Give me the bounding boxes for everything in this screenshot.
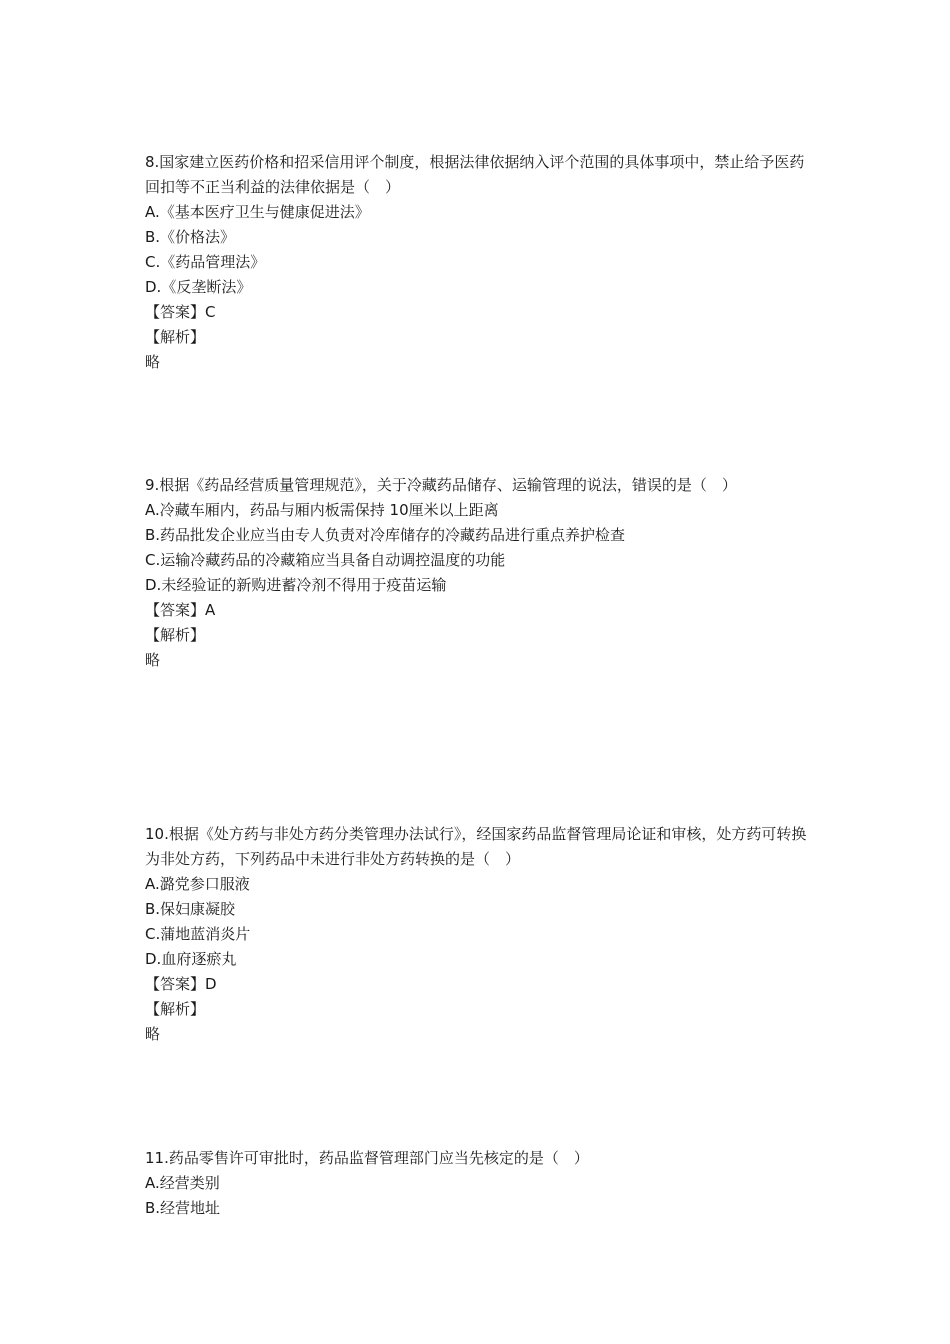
option-c: C.蒲地蓝消炎片	[145, 925, 251, 943]
question-stem-text: 9.根据《药品经营质量管理规范》，关于冷藏药品储存、运输管理的说法，错误的是（ ）	[145, 476, 737, 494]
option-a: A.经营类别	[145, 1174, 220, 1192]
question-8	[145, 150, 810, 375]
question-11	[145, 1146, 810, 1221]
analysis-text: 略	[145, 651, 161, 669]
analysis-text: 略	[145, 1025, 161, 1043]
option-d: D.血府逐瘀丸	[145, 950, 237, 968]
question-stem-text: 11.药品零售许可审批时，药品监督管理部门应当先核定的是（ ）	[145, 1149, 589, 1167]
option-b: B.《价格法》	[145, 228, 236, 246]
option-a: A.冷藏车厢内，药品与厢内板需保持 10厘米以上距离	[145, 501, 499, 519]
analysis-label: 【解析】	[145, 328, 206, 346]
option-b: B.药品批发企业应当由专人负责对冷库储存的冷藏药品进行重点养护检查	[145, 526, 626, 544]
answer: 【答案】D	[145, 975, 217, 993]
analysis-text: 略	[145, 353, 161, 371]
option-c: C.运输冷藏药品的冷藏箱应当具备自动调控温度的功能	[145, 551, 506, 569]
option-c: C.《药品管理法》	[145, 253, 266, 271]
question-9	[145, 473, 810, 673]
answer: 【答案】A	[145, 601, 216, 619]
option-b: B.保妇康凝胶	[145, 900, 236, 918]
question-stem	[145, 822, 810, 872]
option-a: A.《基本医疗卫生与健康促进法》	[145, 203, 370, 221]
question-stem	[145, 473, 810, 498]
question-stem	[145, 150, 810, 200]
option-d: D.《反垄断法》	[145, 278, 252, 296]
analysis-label: 【解析】	[145, 1000, 206, 1018]
question-stem-text: 10.根据《处方药与非处方药分类管理办法试行》，经国家药品监督管理局论证和审核，处方药可转换为非处方药，下列药品中未进行非处方药转换的是（ ）	[145, 825, 807, 868]
question-stem-text: 8.国家建立医药价格和招采信用评个制度，根据法律依据纳入评个范围的具体事项中，禁止给予医药回扣等不正当利益的法律依据是（ ）	[145, 153, 805, 196]
option-a: A.潞党参口服液	[145, 875, 250, 893]
question-stem	[145, 1146, 810, 1171]
question-10	[145, 822, 810, 1047]
analysis-label: 【解析】	[145, 626, 206, 644]
option-b: B.经营地址	[145, 1199, 221, 1217]
answer: 【答案】C	[145, 303, 216, 321]
option-d: D.未经验证的新购进蓄冷剂不得用于疫苗运输	[145, 576, 447, 594]
